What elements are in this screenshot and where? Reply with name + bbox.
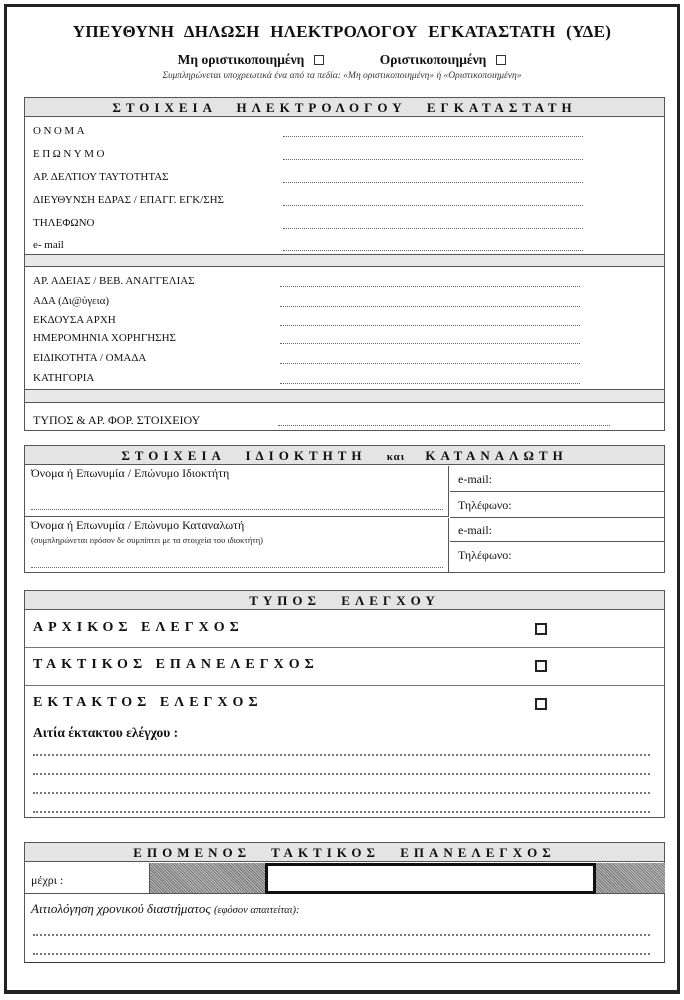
check-option-periodic[interactable] xyxy=(25,648,664,686)
category-input[interactable] xyxy=(280,383,580,384)
owner-name-input[interactable] xyxy=(31,509,443,510)
reason-input-line[interactable] xyxy=(33,773,650,775)
check-type-heading: ΤΥΠΟΣ ΕΛΕΓΧΟΥ xyxy=(25,591,664,610)
phone-label: Τηλέφωνο: xyxy=(458,548,512,562)
reason-input-line[interactable] xyxy=(33,754,650,756)
email-input[interactable] xyxy=(283,250,583,251)
field-label: ΟΝΟΜΑ xyxy=(33,125,88,137)
check-option-label: ΑΡΧΙΚΟΣ ΕΛΕΓΧΟΣ xyxy=(33,620,244,635)
hatched-area xyxy=(596,863,665,893)
phone-input[interactable] xyxy=(283,228,583,229)
consumer-name-cell xyxy=(25,518,449,573)
field-label: ΑΔΑ (Δι@ύγεια) xyxy=(33,295,110,307)
email-label: e-mail: xyxy=(458,472,492,486)
first-name-input[interactable] xyxy=(283,136,583,137)
specialty-input[interactable] xyxy=(280,363,580,364)
status-options xyxy=(0,52,684,68)
separator-band xyxy=(25,254,664,267)
owner-email-field[interactable] xyxy=(450,466,665,492)
ada-input[interactable] xyxy=(280,306,580,307)
field-label: ΗΜΕΡΟΜΗΝΙΑ ΧΟΡΗΓΗΣΗΣ xyxy=(33,332,176,344)
until-date-input[interactable] xyxy=(265,863,596,894)
consumer-email-field[interactable] xyxy=(450,518,665,542)
owner-heading-and: και xyxy=(386,451,406,463)
final-checkbox[interactable] xyxy=(496,55,506,65)
initial-check-checkbox[interactable] xyxy=(535,623,547,635)
field-label: e- mail xyxy=(33,239,64,251)
field-label: ΑΡ. ΔΕΛΤΙΟΥ ΤΑΥΤΟΤΗΤΑΣ xyxy=(33,171,169,183)
owner-heading-b: ΚΑΤΑΝΑΛΩΤΗ xyxy=(425,448,568,463)
field-label: ΕΠΩΝΥΜΟ xyxy=(33,148,107,160)
field-label: ΑΡ. ΑΔΕΙΑΣ / ΒΕΒ. ΑΝΑΓΓΕΛΙΑΣ xyxy=(33,275,195,287)
field-label: ΔΙΕΥΘΥΝΣΗ ΕΔΡΑΣ / ΕΠΑΓΓ. ΕΓΚ/ΣΗΣ xyxy=(33,194,224,206)
status-note: Συμπληρώνεται υποχρεωτικά ένα από τα πεδία: «Μη οριστικοποιημένη» ή «Οριστικοποιημένη» xyxy=(162,71,522,81)
license-number-input[interactable] xyxy=(280,286,580,287)
reason-input-line[interactable] xyxy=(33,811,650,813)
field-label: ΕΚΔΟΥΣΑ ΑΡΧΗ xyxy=(33,314,116,326)
address-input[interactable] xyxy=(283,205,583,206)
status-option-label: Μη οριστικοποιημένη xyxy=(177,52,305,67)
field-label: ΤΗΛΕΦΩΝΟ xyxy=(33,217,95,229)
justification-input-line[interactable] xyxy=(33,953,650,955)
check-option-label: ΕΚΤΑΚΤΟΣ ΕΛΕΓΧΟΣ xyxy=(33,695,263,710)
owner-heading xyxy=(25,446,664,465)
installer-heading: ΣΤΟΙΧΕΙΑ ΗΛΕΚΤΡΟΛΟΓΟΥ ΕΓΚΑΤΑΣΤΑΤΗ xyxy=(25,98,664,117)
status-option-label: Οριστικοποιημένη xyxy=(379,52,487,67)
hatched-area xyxy=(150,863,265,893)
phone-label: Τηλέφωνο: xyxy=(458,498,512,512)
email-label: e-mail: xyxy=(458,523,492,537)
until-label: μέχρι : xyxy=(31,873,64,887)
id-card-input[interactable] xyxy=(283,182,583,183)
consumer-phone-field[interactable] xyxy=(450,542,665,573)
consumer-name-input[interactable] xyxy=(31,567,443,568)
owner-name-cell xyxy=(25,466,449,517)
field-label: ΕΙΔΙΚΟΤΗΤΑ / ΟΜΑΔΑ xyxy=(33,352,147,364)
next-check-heading: ΕΠΟΜΕΝΟΣ ΤΑΚΤΙΚΟΣ ΕΠΑΝΕΛΕΓΧΟΣ xyxy=(25,843,664,862)
owner-phone-field[interactable] xyxy=(450,492,665,518)
check-option-initial[interactable] xyxy=(25,611,664,648)
check-type-section xyxy=(24,590,665,818)
status-option-final[interactable] xyxy=(380,52,507,68)
surname-input[interactable] xyxy=(283,159,583,160)
issue-date-input[interactable] xyxy=(280,343,580,344)
owner-name-label: Όνομα ή Επωνυμία / Επώνυμο Ιδιοκτήτη xyxy=(31,466,230,480)
field-label: ΚΑΤΗΓΟΡΙΑ xyxy=(33,372,95,384)
justification-label-text: Αιτιολόγηση χρονικού διαστήματος xyxy=(31,901,211,916)
issuing-authority-input[interactable] xyxy=(280,325,580,326)
next-check-section xyxy=(24,842,665,963)
owner-heading-a: ΣΤΟΙΧΕΙΑ ΙΔΙΟΚΤΗΤΗ xyxy=(121,448,367,463)
field-label: ΤΥΠΟΣ & ΑΡ. ΦΟΡ. ΣΤΟΙΧΕΙΟΥ xyxy=(33,413,201,427)
status-option-draft[interactable] xyxy=(178,52,325,68)
reason-label: Αιτία έκτακτου ελέγχου : xyxy=(33,725,179,740)
reason-input-line[interactable] xyxy=(33,792,650,794)
justification-note: (εφόσον απαιτείται): xyxy=(213,905,300,916)
periodic-check-checkbox[interactable] xyxy=(535,660,547,672)
document-title: ΥΠΕΥΘΥΝΗ ΔΗΛΩΣΗ ΗΛΕΚΤΡΟΛΟΓΟΥ ΕΓΚΑΤΑΣΤΑΤΗ (ΥΔΕ) xyxy=(72,22,612,41)
check-option-label: ΤΑΚΤΙΚΟΣ ΕΠΑΝΕΛΕΓΧΟΣ xyxy=(33,657,319,672)
consumer-name-label: Όνομα ή Επωνυμία / Επώνυμο Καταναλωτή xyxy=(31,518,245,532)
until-row xyxy=(25,863,664,894)
draft-checkbox[interactable] xyxy=(314,55,324,65)
justification-label xyxy=(31,901,300,917)
installer-section xyxy=(24,97,665,431)
separator-band xyxy=(25,389,664,403)
extraordinary-check-checkbox[interactable] xyxy=(535,698,547,710)
id-doc-input[interactable] xyxy=(278,425,610,426)
check-option-extraordinary[interactable] xyxy=(25,686,664,722)
justification-input-line[interactable] xyxy=(33,934,650,936)
owner-section xyxy=(24,445,665,573)
consumer-note: (συμπληρώνεται εφόσον δε συμπίπτει με τα στοιχεία του ιδιοκτήτη) xyxy=(31,535,263,545)
